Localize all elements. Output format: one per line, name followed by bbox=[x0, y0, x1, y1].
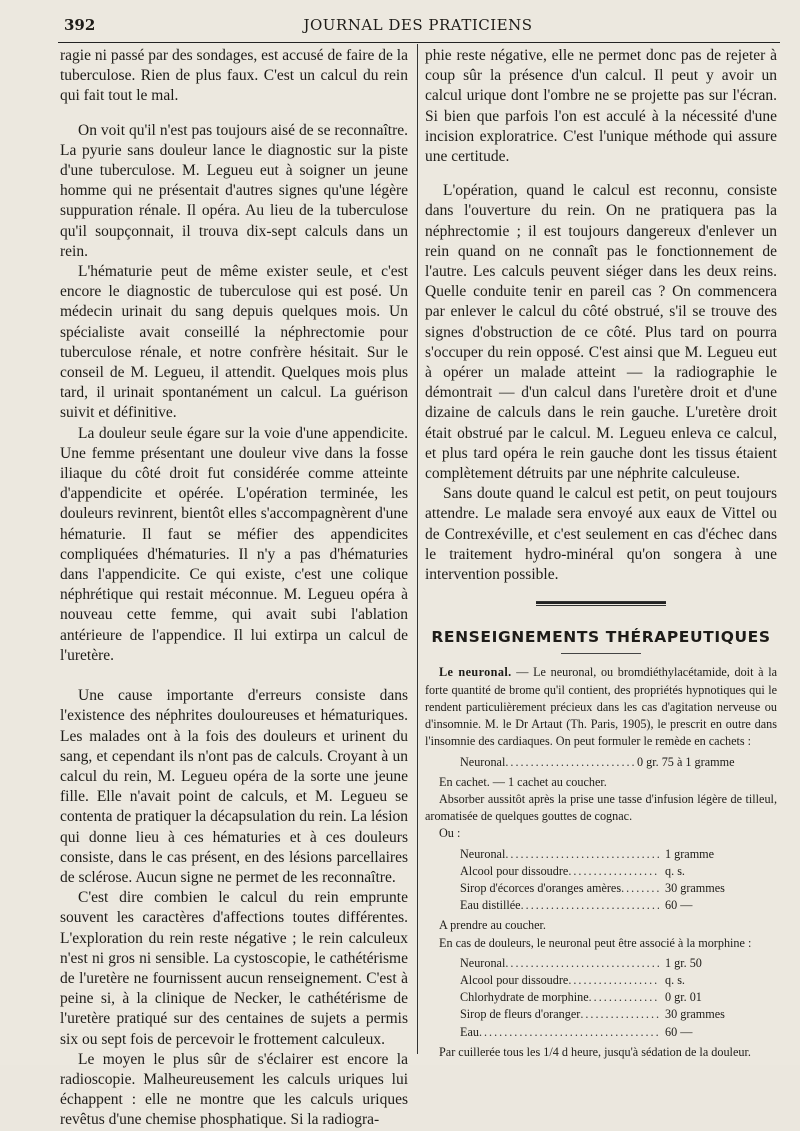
ingredient-quantity: q. s. bbox=[665, 863, 685, 878]
paragraph: On voit qu'il n'est pas toujours aisé de se reconnaître. La pyurie sans douleur lance le diagnostic sur la piste d'une tuberculose. M. Legueu eut à soigner un jeune homme qui ne présentait d'autres signes qu'une légère suppuration rénale. Il opéra. Au lieu de la tuberculose qu'il soupçonnait, il trouva dix-sept calculs dans un rein. bbox=[60, 121, 408, 260]
prescription-line bbox=[460, 863, 777, 880]
ingredient-name: Alcool pour dissoudre bbox=[460, 972, 569, 987]
paragraph: L'opération, quand le calcul est reconnu, consiste dans l'ouverture du rein. On ne pratiquera pas la néphrectomie ; il est toujours dangereux d'enlever un rein quand on ne connaît pas le fonctionnement de l'autre. Les calculs peuvent siéger dans les deux reins. Quelle conduite tenir en pareil cas ? On commencera par enlever le calcul du côté obstrué, s'il se trouve des signes d'obstruction de ce côté. Plus tard on pourra s'occuper du rein opposé. C'est ainsi que M. Legueu eut à opérer un malade atteint — la radiographie le démontrait — d'un calcul dans l'uretère droit et d'une dizaine de calculs dans le rein gauche. L'uretère droit était obstrué par le calcul. M. Legueu enleva ce calcul, et plus tard opéra le rein gauche dont les tissus étaient complètement détruits par une néphrite calculeuse. bbox=[425, 182, 777, 483]
journal-title: JOURNAL DES PRATICIENS bbox=[303, 16, 533, 34]
prescription-line bbox=[460, 1006, 777, 1023]
ingredient-name: Alcool pour dissoudre bbox=[460, 863, 569, 878]
prescription-line bbox=[460, 846, 777, 863]
pain-note: En cas de douleurs, le neuronal peut être associé à la morphine : bbox=[439, 935, 752, 950]
section-ornament bbox=[536, 599, 666, 609]
paragraph: phie reste négative, elle ne permet donc pas de rejeter à coup sûr la présence d'un calcul. Il peut y avoir un calcul urique dont l'ombre ne se projette pas sur l'écran. Si bien que parfois l'on est acculé à la nécessité d'une incision exploratrice. C'est l'unique méthode qui assure une certitude. bbox=[425, 47, 777, 166]
leader-dots bbox=[479, 1024, 659, 1041]
header-rule bbox=[58, 42, 780, 43]
absorb-note: Absorber aussitôt après la prise une tasse d'infusion légère de tilleul, aromatisée de quelques gouttes de cognac. bbox=[425, 791, 777, 824]
ingredient-quantity: q. s. bbox=[665, 972, 685, 987]
cachet-note: En cachet. — 1 cachet au coucher. bbox=[439, 774, 607, 789]
ingredient-name: Eau distillée bbox=[460, 898, 521, 913]
prescription-line bbox=[460, 880, 777, 897]
left-column bbox=[60, 46, 408, 1131]
ingredient-name: Neuronal bbox=[460, 754, 506, 769]
ingredient-name: Sirop de fleurs d'oranger bbox=[460, 1007, 581, 1022]
leader-dots bbox=[505, 754, 637, 771]
leader-dots bbox=[568, 972, 659, 989]
leader-dots bbox=[568, 863, 659, 880]
right-column bbox=[425, 46, 777, 1061]
article-intro-text: — Le neuronal, ou bromdiéthylacétamide, doit à la forte quantité de brome qu'il contient, des propriétés hypnotiques qui le rendent particulièrement précieux dans les cas d'agitation nerveuse ou d'insomnie. M. le Dr Artaut (Th. Paris, 1905), le prescrit en outre dans l'insomnie des cardiaques. On peut formuler le remède en cachets : bbox=[425, 665, 777, 749]
ingredient-quantity: 0 gr. 75 à 1 gramme bbox=[637, 754, 735, 769]
prescription-line bbox=[460, 989, 777, 1006]
ingredient-quantity: 60 — bbox=[665, 1024, 693, 1039]
prescription-line bbox=[460, 955, 777, 972]
leader-dots bbox=[521, 897, 659, 914]
ingredient-name: Neuronal bbox=[460, 846, 506, 861]
leader-dots bbox=[621, 880, 659, 897]
or-label: Ou : bbox=[439, 826, 461, 841]
paragraph: Une cause importante d'erreurs consiste dans l'existence des néphrites douloureuses et hématuriques. Les malades ont à la fois des douleurs et urinent du sang, et cependant ils n'ont pas de calculs. Croyant à un calcul du rein, M. Legueu opéra de la sorte une jeune fille. Elle n'avait point de calculs, et M. Legueu se contenta de pratiquer la décapsulation du rein. La lésion qui donne lieu à ces hématuries et à ces douleurs consiste, dans le cas présent, en des lésions parcellaires de sclérose. Aucun signe ne permet de les reconnaître. bbox=[60, 687, 408, 886]
paragraph: L'hématurie peut de même exister seule, et c'est encore le diagnostic de tuberculose qui est posé. Un médecin urinait du sang depuis quelques mois. Un spécialiste avait conseillé la néphrectomie pour tuberculose rénale, et notre confrère hésitait. Sur le conseil de M. Legueu, il attendit. Quelques mois plus tard, il urinait spontanément un calcul. La guérison suivit et définitive. bbox=[60, 263, 408, 422]
ingredient-quantity: 30 grammes bbox=[665, 880, 725, 895]
ingredient-quantity: 60 — bbox=[665, 898, 693, 913]
section-title: RENSEIGNEMENTS THÉRAPEUTIQUES bbox=[431, 628, 771, 647]
page-number: 392 bbox=[64, 16, 96, 34]
ingredient-quantity: 30 grammes bbox=[665, 1007, 725, 1022]
prescription-1 bbox=[425, 754, 777, 771]
final-note: Par cuillerée tous les 1/4 d heure, jusqu'à sédation de la douleur. bbox=[439, 1044, 751, 1059]
paragraph: ragie ni passé par des sondages, est accusé de faire de la tuberculose. Rien de plus faux. C'est un calcul du rein qui fait tout le mal. bbox=[60, 47, 408, 105]
paragraph: Sans doute quand le calcul est petit, on peut toujours attendre. Le malade sera envoyé aux eaux de Vittel ou de Contrexéville, et c'est seulement en cas d'échec dans le traitement hydro-minéral qu'on songera à une intervention possible. bbox=[425, 485, 777, 584]
leader-dots bbox=[505, 955, 659, 972]
neuronal-article bbox=[425, 664, 777, 1060]
prescription-3 bbox=[425, 955, 777, 1041]
leader-dots bbox=[589, 989, 659, 1006]
ingredient-name: Sirop d'écorces d'oranges amères bbox=[460, 880, 622, 895]
ingredient-name: Chlorhydrate de morphine bbox=[460, 990, 589, 1005]
ingredient-name: Eau bbox=[460, 1024, 479, 1039]
prescription-2 bbox=[425, 846, 777, 915]
prescription-line bbox=[460, 754, 777, 771]
ingredient-name: Neuronal bbox=[460, 955, 506, 970]
paragraph: La douleur seule égare sur la voie d'une appendicite. Une femme présentant une douleur vive dans la fosse iliaque du côté droit fut considérée comme atteinte d'appendicite et opérée. L'opération terminée, les douleurs revinrent, bientôt elles s'accompagnèrent d'une hématurie. Il faut se méfier des appendicites compliquées d'hématuries. Il n'y a pas d'hématuries dans l'appendicite. Ce qui existe, c'est une colique néphrétique qui restait méconnue. M. Legueu opéra à nouveau cette femme, qui avait subi l'ablation antérieure de l'appendice. Il lui extirpa un calcul de l'uretère. bbox=[60, 424, 408, 664]
paragraph: C'est dire combien le calcul du rein emprunte souvent les caractères d'affections toutes différentes. L'exploration du rein reste négative ; le rein calculeux n'est ni gros ni sensible. La cystoscopie, le cathétérisme de l'uretère ne fournissent aucun renseignement. C'est à peine si, à la clinique de Necker, le cathétérisme de l'uretère pratiqué sur des centaines de sujets a permis six ou sept fois de percevoir le frottement calculeux. bbox=[60, 889, 408, 1048]
prescription-line bbox=[460, 897, 777, 914]
take-note: A prendre au coucher. bbox=[439, 918, 546, 933]
ingredient-quantity: 0 gr. 01 bbox=[665, 990, 702, 1005]
page-header bbox=[58, 14, 778, 40]
ingredient-quantity: 1 gramme bbox=[665, 846, 715, 861]
leader-dots bbox=[505, 846, 659, 863]
title-rule bbox=[561, 653, 641, 654]
prescription-line bbox=[460, 972, 777, 989]
article-lead: Le neuronal. bbox=[439, 665, 512, 680]
ingredient-quantity: 1 gr. 50 bbox=[665, 955, 702, 970]
prescription-line bbox=[460, 1024, 777, 1041]
paragraph: Le moyen le plus sûr de s'éclairer est encore la radioscopie. Malheureusement les calculs uriques lui échappent : elle ne montre que les calculs uriques revêtus d'une chemise phosphatique. Si la radiogra- bbox=[60, 1050, 408, 1129]
neuronal-intro bbox=[425, 664, 777, 750]
column-divider bbox=[417, 44, 418, 1054]
leader-dots bbox=[580, 1006, 659, 1023]
